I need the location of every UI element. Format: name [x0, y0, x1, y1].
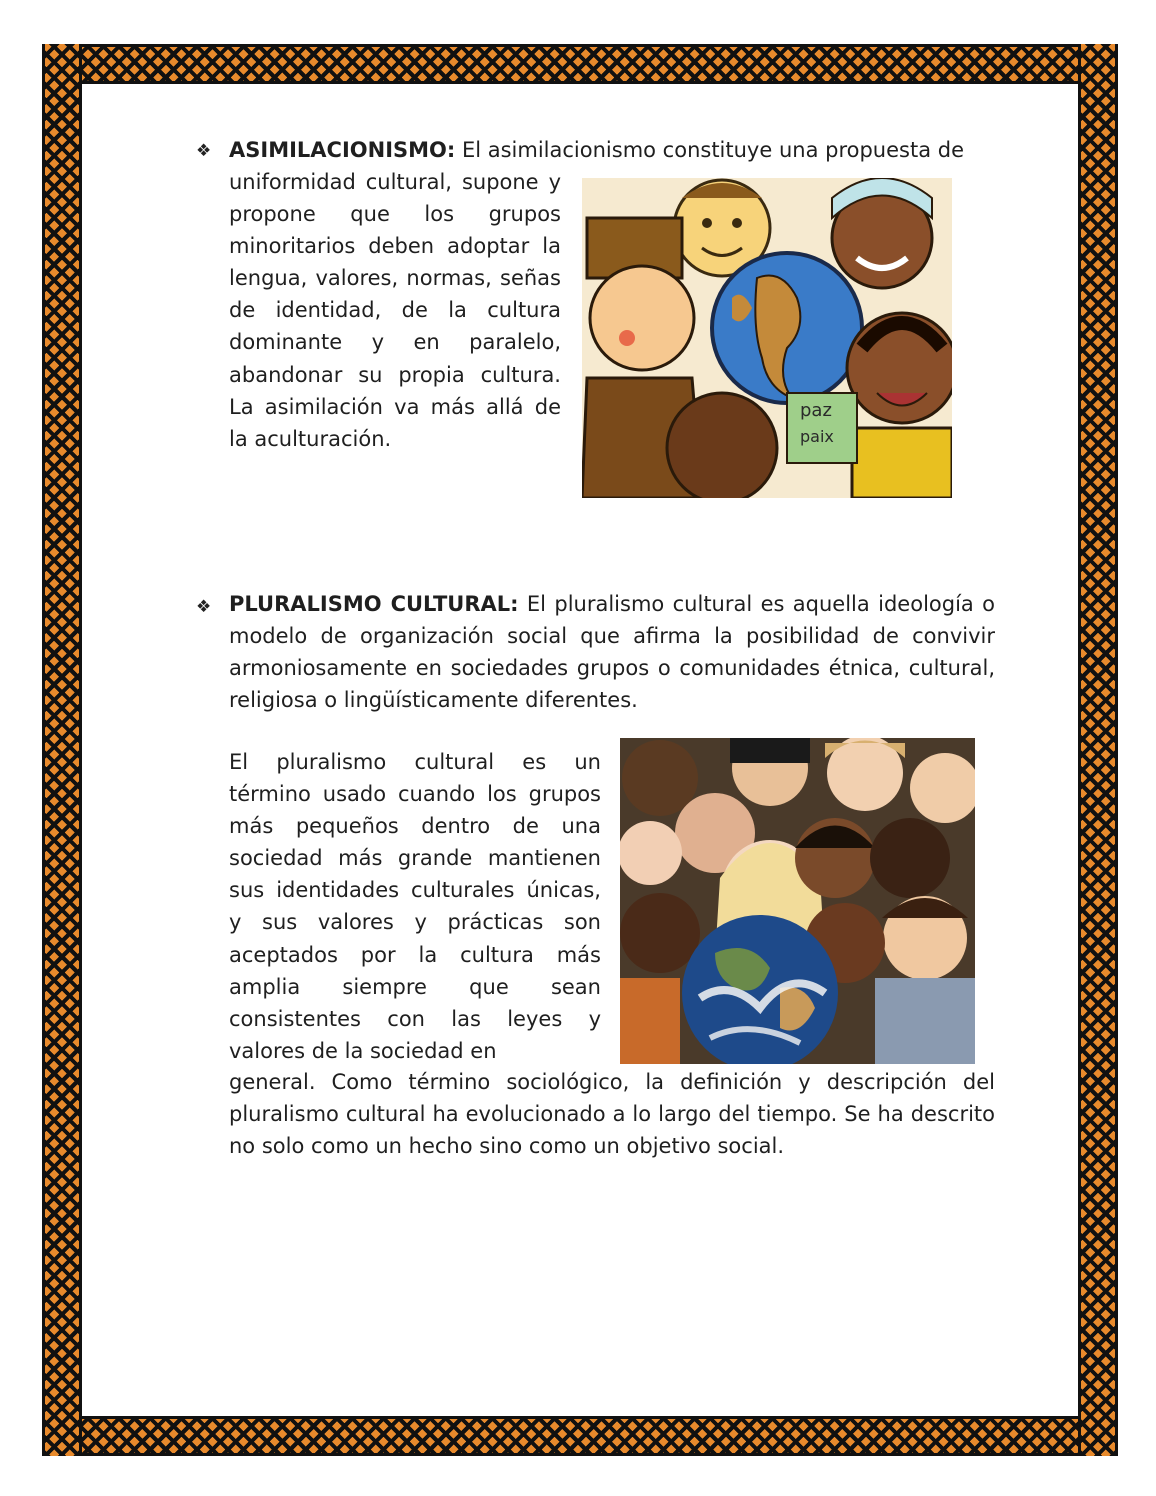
children-earth-photo: [620, 738, 975, 1064]
section1-line: La asimilación va más allá de: [229, 394, 561, 419]
section1-line: la aculturación.: [229, 426, 392, 451]
section1-line: minoritarios deben adoptar la: [229, 234, 561, 259]
section1-body: [229, 166, 561, 455]
section2-heading: PLURALISMO CULTURAL:: [229, 592, 519, 616]
section1-line: dominante y en paralelo,: [229, 330, 561, 355]
section1-line: uniformidad cultural, supone y: [229, 170, 561, 194]
cartoon-children-globe-image: [582, 178, 952, 498]
section1-line: abandonar su propia cultura.: [229, 362, 561, 387]
decorative-border-bottom: [42, 1416, 1114, 1456]
decorative-border-top: [42, 44, 1114, 84]
section2-intro: El pluralismo cultural es aquella ideología o modelo de organización social que afirma la posibilidad de convivir armoniosamente en sociedades grupos o comunidades étnica, cultural, religiosa o lingüísticamente diferentes.: [229, 592, 995, 713]
sign-text-paix: paix: [800, 427, 834, 446]
section1-line: de identidad, de la cultura: [229, 298, 561, 323]
diamond-bullet-icon: ❖: [196, 141, 212, 160]
section1-first-line: [229, 134, 995, 166]
section2-side-paragraph: El pluralismo cultural es un término usado cuando los grupos más pequeños dentro de una sociedad más grande mantienen sus identidades culturales únicas, y sus valores y prácticas son aceptados por la cultura más amplia siempre que sean consistentes con las leyes y valores de la sociedad en: [229, 750, 601, 1063]
sign-text-paz: paz: [800, 400, 832, 421]
section1-heading: ASIMILACIONISMO:: [229, 138, 456, 162]
decorative-border-right: [1078, 44, 1118, 1456]
decorative-border-left: [42, 44, 82, 1456]
diamond-bullet-icon: ❖: [196, 597, 212, 616]
section1-line: lengua, valores, normas, señas: [229, 266, 561, 291]
section2-full-paragraph: general. Como término sociológico, la definición y descripción del pluralismo cultural ha evolucionado a lo largo del tiempo. Se ha descrito no solo como un hecho sino como un objetivo social.: [229, 1070, 995, 1159]
section1-intro: El asimilacionismo constituye una propuesta de: [461, 138, 964, 162]
section1-line: propone que los grupos: [229, 202, 561, 227]
section2-intro-paragraph: [229, 588, 995, 716]
